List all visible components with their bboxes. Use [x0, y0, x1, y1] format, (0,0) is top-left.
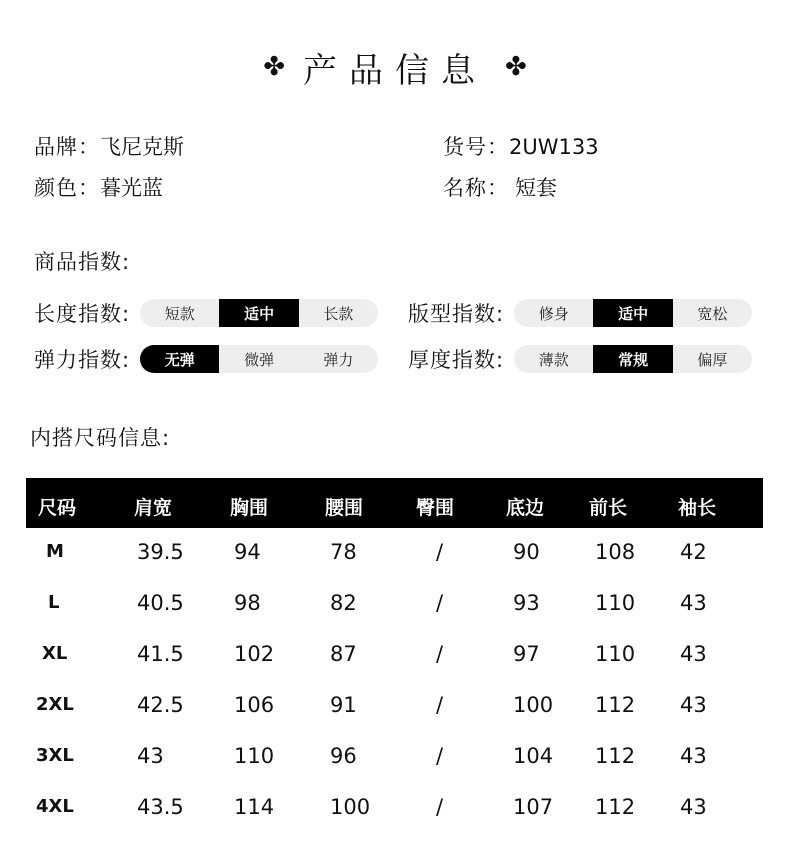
index-option: 短款	[164, 304, 195, 323]
table-cell: 100	[513, 693, 554, 717]
table-cell: 114	[234, 795, 275, 819]
table-row	[26, 732, 763, 783]
table-cell: 108	[595, 540, 636, 564]
table-header-cell: 尺码	[38, 497, 77, 519]
table-cell: 42	[680, 540, 707, 564]
table-row	[26, 681, 763, 732]
name-value: 短套	[515, 176, 557, 200]
index-option: 弹力	[323, 350, 354, 369]
size-cell: 2XL	[36, 694, 74, 715]
brand-info	[34, 131, 184, 161]
index-option: 修身	[538, 304, 569, 323]
index-option: 无弹	[140, 345, 219, 373]
table-header-cell: 前长	[589, 497, 628, 519]
name-label: 名称：	[443, 176, 509, 200]
table-cell: 42.5	[137, 693, 184, 717]
table-body	[26, 528, 763, 834]
color-info	[34, 172, 163, 202]
table-cell: 91	[330, 693, 357, 717]
index-option: 微弹	[244, 350, 275, 369]
index-pill	[140, 299, 378, 327]
index-label: 弹力指数:	[34, 348, 131, 372]
index-option: 偏厚	[697, 350, 728, 369]
color-value: 暮光蓝	[100, 176, 163, 200]
table-cell: 112	[595, 744, 636, 768]
table-cell: 43.5	[137, 795, 184, 819]
table-cell: 96	[330, 744, 357, 768]
table-cell: 87	[330, 642, 357, 666]
table-cell: 94	[234, 540, 261, 564]
page-title	[0, 42, 790, 92]
index-label: 厚度指数:	[408, 348, 505, 372]
table-cell: 112	[595, 795, 636, 819]
brand-value: 飞尼克斯	[100, 135, 184, 159]
table-cell: 39.5	[137, 540, 184, 564]
table-cell: 40.5	[137, 591, 184, 615]
table-cell: /	[436, 744, 444, 768]
table-header-cell: 袖长	[678, 497, 717, 519]
table-cell: 43	[137, 744, 164, 768]
table-cell: 43	[680, 642, 707, 666]
table-cell: /	[436, 642, 444, 666]
index-option: 适中	[219, 299, 298, 327]
index-section-label: 商品指数:	[34, 250, 131, 274]
index-row-thickness	[408, 344, 752, 374]
table-row	[26, 528, 763, 579]
table-cell: 90	[513, 540, 540, 564]
table-cell: 97	[513, 642, 540, 666]
size-table	[26, 478, 763, 834]
table-cell: 82	[330, 591, 357, 615]
table-cell: 43	[680, 693, 707, 717]
table-cell: /	[436, 795, 444, 819]
index-option: 适中	[593, 299, 672, 327]
table-cell: 112	[595, 693, 636, 717]
table-cell: /	[436, 591, 444, 615]
index-pill	[514, 299, 752, 327]
index-option: 薄款	[538, 350, 569, 369]
table-cell: /	[436, 540, 444, 564]
name-info	[443, 172, 557, 202]
size-section-label: 内搭尺码信息:	[30, 426, 171, 450]
sku-value: 2UW133	[509, 135, 599, 159]
index-label: 版型指数:	[408, 302, 505, 326]
table-cell: 43	[680, 591, 707, 615]
index-option: 宽松	[697, 304, 728, 323]
index-label: 长度指数:	[34, 302, 131, 326]
table-cell: 93	[513, 591, 540, 615]
table-cell: 102	[234, 642, 275, 666]
index-option: 长款	[323, 304, 354, 323]
table-header-cell: 肩宽	[134, 497, 173, 519]
table-cell: 110	[595, 591, 636, 615]
index-option: 常规	[593, 345, 672, 373]
table-cell: 110	[234, 744, 275, 768]
table-row	[26, 630, 763, 681]
table-cell: 43	[680, 795, 707, 819]
table-header-cell: 底边	[506, 497, 545, 519]
page-title-text: 产品信息	[303, 50, 487, 91]
table-header-cell: 臀围	[416, 497, 455, 519]
table-cell: 78	[330, 540, 357, 564]
table-cell: 104	[513, 744, 554, 768]
index-pill	[514, 345, 752, 373]
brand-label: 品牌：	[34, 135, 100, 159]
table-header	[26, 478, 763, 528]
size-cell: L	[48, 592, 60, 613]
index-row-stretch	[34, 344, 378, 374]
table-cell: /	[436, 693, 444, 717]
table-cell: 43	[680, 744, 707, 768]
table-cell: 41.5	[137, 642, 184, 666]
size-cell: XL	[42, 643, 68, 664]
sku-label: 货号：	[443, 135, 509, 159]
table-row	[26, 579, 763, 630]
color-label: 颜色：	[34, 176, 100, 200]
size-cell: 3XL	[36, 745, 74, 766]
size-cell: M	[46, 541, 64, 562]
table-cell: 106	[234, 693, 275, 717]
clover-icon: ✤	[263, 52, 285, 82]
table-cell: 100	[330, 795, 371, 819]
clover-icon: ✤	[505, 52, 527, 82]
table-row	[26, 783, 763, 834]
sku-info	[443, 131, 599, 161]
table-cell: 110	[595, 642, 636, 666]
table-cell: 98	[234, 591, 261, 615]
table-header-cell: 腰围	[325, 497, 364, 519]
index-pill	[140, 345, 378, 373]
size-cell: 4XL	[36, 796, 74, 817]
table-cell: 107	[513, 795, 554, 819]
table-header-cell: 胸围	[230, 497, 269, 519]
index-row-length	[34, 298, 378, 328]
index-row-fit	[408, 298, 752, 328]
